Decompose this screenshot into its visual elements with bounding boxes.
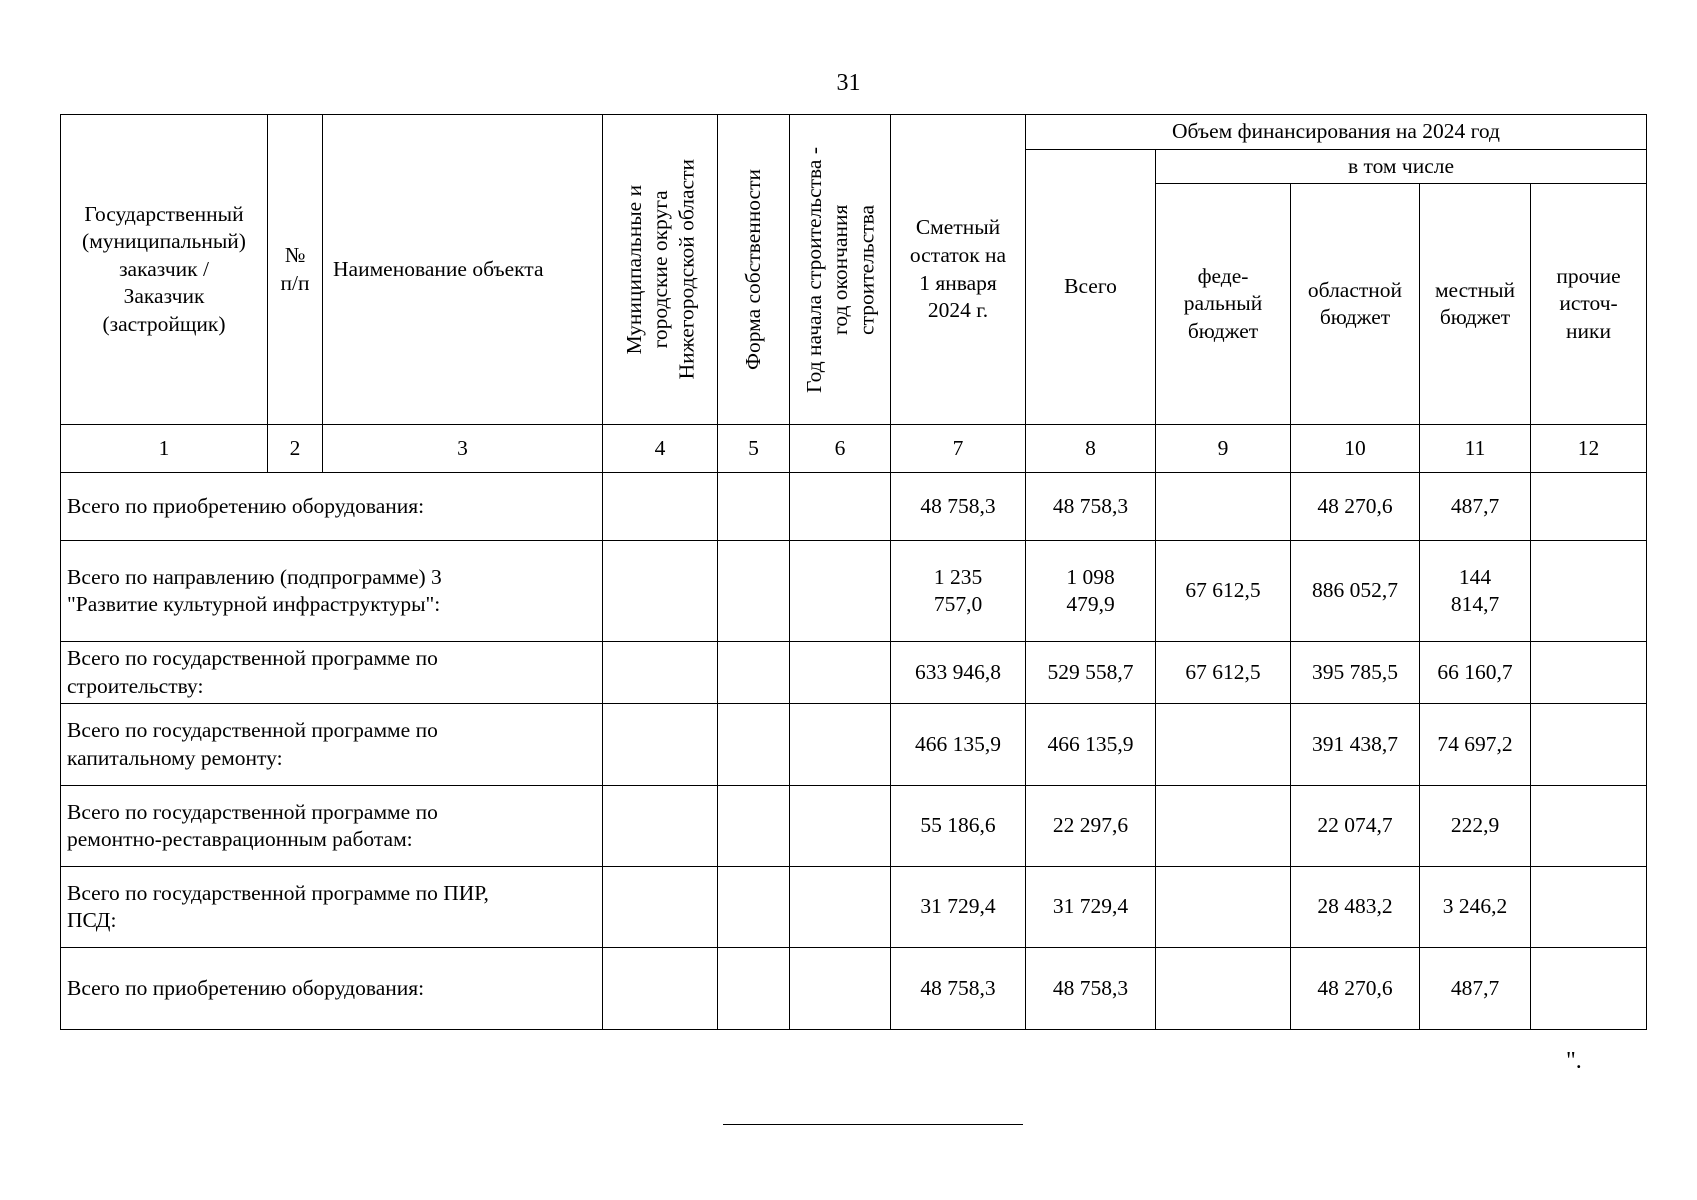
cell-total: 48 758,3 <box>1026 948 1156 1030</box>
header-municipal-label: Муниципальные и городские округа Нижегородской области <box>621 159 699 380</box>
empty-cell <box>790 642 891 704</box>
column-number: 2 <box>268 425 323 473</box>
header-including: в том числе <box>1156 149 1647 184</box>
empty-cell <box>718 541 790 642</box>
page-number: 31 <box>836 70 861 96</box>
row-label: Всего по государственной программе по ремонтно-реставрационным работам: <box>61 786 603 867</box>
empty-cell <box>603 642 718 704</box>
table-row <box>61 473 1647 541</box>
header-municipal <box>603 115 718 425</box>
header-ownership-label: Форма собственности <box>741 169 766 371</box>
cell-total: 466 135,9 <box>1026 704 1156 786</box>
empty-cell <box>718 948 790 1030</box>
table-row <box>61 642 1647 704</box>
empty-cell <box>603 704 718 786</box>
cell-regional: 22 074,7 <box>1291 786 1420 867</box>
column-number: 5 <box>718 425 790 473</box>
cell-regional: 28 483,2 <box>1291 867 1420 948</box>
cell-regional: 395 785,5 <box>1291 642 1420 704</box>
cell-total: 529 558,7 <box>1026 642 1156 704</box>
cell-other <box>1531 473 1647 541</box>
empty-cell <box>718 473 790 541</box>
cell-estimate: 55 186,6 <box>891 786 1026 867</box>
cell-estimate: 1 235 757,0 <box>891 541 1026 642</box>
cell-regional: 48 270,6 <box>1291 473 1420 541</box>
cell-estimate: 633 946,8 <box>891 642 1026 704</box>
cell-regional: 886 052,7 <box>1291 541 1420 642</box>
financing-table <box>60 114 1647 1030</box>
cell-total: 31 729,4 <box>1026 867 1156 948</box>
empty-cell <box>790 786 891 867</box>
column-number-row <box>61 425 1647 473</box>
column-number: 4 <box>603 425 718 473</box>
column-number: 7 <box>891 425 1026 473</box>
header-construction-years <box>790 115 891 425</box>
header-total: Всего <box>1026 149 1156 425</box>
header-customer: Государственный (муниципальный) заказчик / Заказчик (застройщик) <box>61 115 268 425</box>
cell-local: 487,7 <box>1420 948 1531 1030</box>
cell-total: 48 758,3 <box>1026 473 1156 541</box>
empty-cell <box>790 867 891 948</box>
table-row <box>61 541 1647 642</box>
header-federal: феде- ральный бюджет <box>1156 184 1291 425</box>
row-label: Всего по государственной программе по капитальному ремонту: <box>61 704 603 786</box>
cell-local: 144 814,7 <box>1420 541 1531 642</box>
column-number: 8 <box>1026 425 1156 473</box>
cell-federal: 67 612,5 <box>1156 541 1291 642</box>
column-number: 10 <box>1291 425 1420 473</box>
cell-federal <box>1156 704 1291 786</box>
cell-local: 222,9 <box>1420 786 1531 867</box>
cell-total: 1 098 479,9 <box>1026 541 1156 642</box>
cell-federal <box>1156 473 1291 541</box>
cell-regional: 48 270,6 <box>1291 948 1420 1030</box>
closing-quote-mark: ". <box>1566 1048 1582 1074</box>
empty-cell <box>603 473 718 541</box>
empty-cell <box>790 473 891 541</box>
header-ownership <box>718 115 790 425</box>
cell-federal <box>1156 948 1291 1030</box>
cell-estimate: 31 729,4 <box>891 867 1026 948</box>
header-construction-years-label: Год начала строительства - год окончания строительства <box>801 146 879 393</box>
row-label: Всего по приобретению оборудования: <box>61 948 603 1030</box>
column-number: 3 <box>323 425 603 473</box>
cell-other <box>1531 867 1647 948</box>
cell-total: 22 297,6 <box>1026 786 1156 867</box>
cell-local: 74 697,2 <box>1420 704 1531 786</box>
cell-federal <box>1156 786 1291 867</box>
column-number: 6 <box>790 425 891 473</box>
cell-other <box>1531 541 1647 642</box>
cell-regional: 391 438,7 <box>1291 704 1420 786</box>
header-local: местный бюджет <box>1420 184 1531 425</box>
header-regional: областной бюджет <box>1291 184 1420 425</box>
header-object-name: Наименование объекта <box>323 115 603 425</box>
cell-local: 66 160,7 <box>1420 642 1531 704</box>
column-number: 1 <box>61 425 268 473</box>
empty-cell <box>603 948 718 1030</box>
table-row <box>61 786 1647 867</box>
column-number: 12 <box>1531 425 1647 473</box>
cell-federal <box>1156 867 1291 948</box>
cell-estimate: 466 135,9 <box>891 704 1026 786</box>
empty-cell <box>603 867 718 948</box>
row-label: Всего по направлению (подпрограмме) 3 "Развитие культурной инфраструктуры": <box>61 541 603 642</box>
row-label: Всего по государственной программе по ПИР, ПСД: <box>61 867 603 948</box>
header-funding-group: Объем финансирования на 2024 год <box>1026 115 1647 150</box>
cell-estimate: 48 758,3 <box>891 948 1026 1030</box>
empty-cell <box>790 541 891 642</box>
header-estimate: Сметный остаток на 1 января 2024 г. <box>891 115 1026 425</box>
table-row <box>61 948 1647 1030</box>
table-row <box>61 867 1647 948</box>
column-number: 11 <box>1420 425 1531 473</box>
column-number: 9 <box>1156 425 1291 473</box>
row-label: Всего по приобретению оборудования: <box>61 473 603 541</box>
cell-local: 487,7 <box>1420 473 1531 541</box>
header-other: прочие источ- ники <box>1531 184 1647 425</box>
cell-other <box>1531 948 1647 1030</box>
cell-local: 3 246,2 <box>1420 867 1531 948</box>
cell-other <box>1531 642 1647 704</box>
empty-cell <box>718 786 790 867</box>
cell-other <box>1531 704 1647 786</box>
empty-cell <box>718 704 790 786</box>
cell-federal: 67 612,5 <box>1156 642 1291 704</box>
footer-divider <box>723 1124 1023 1125</box>
empty-cell <box>790 704 891 786</box>
row-label: Всего по государственной программе по строительству: <box>61 642 603 704</box>
empty-cell <box>790 948 891 1030</box>
cell-other <box>1531 786 1647 867</box>
header-row-number: № п/п <box>268 115 323 425</box>
empty-cell <box>718 867 790 948</box>
empty-cell <box>603 786 718 867</box>
table-row <box>61 704 1647 786</box>
empty-cell <box>603 541 718 642</box>
cell-estimate: 48 758,3 <box>891 473 1026 541</box>
empty-cell <box>718 642 790 704</box>
